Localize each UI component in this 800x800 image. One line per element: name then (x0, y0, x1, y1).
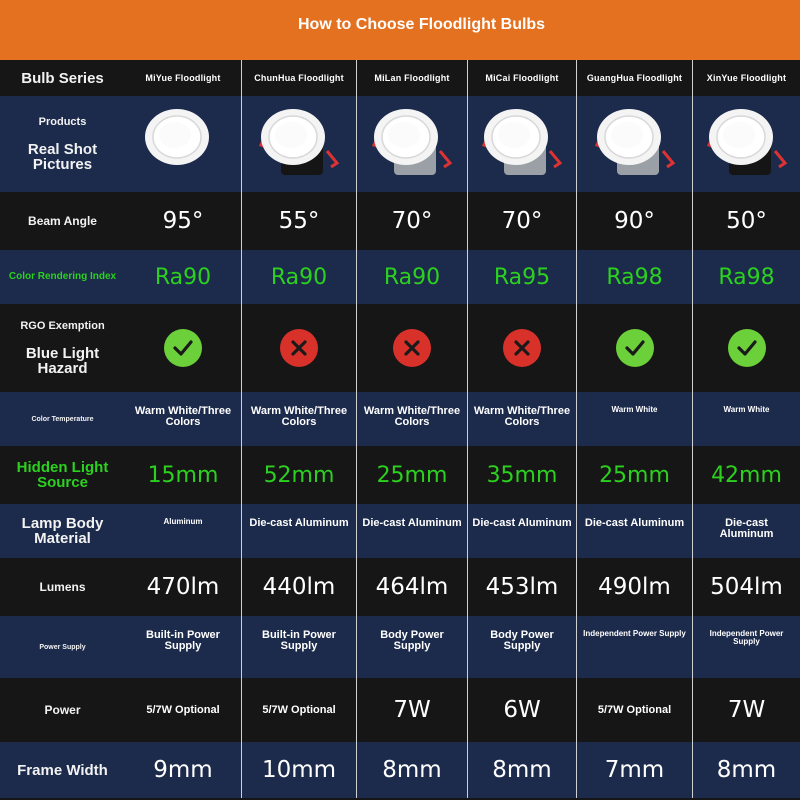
label-text: Power Supply (39, 643, 86, 651)
spring-clip (327, 151, 337, 167)
label-text: Beam Angle (28, 214, 97, 228)
value: 8mm (382, 757, 442, 783)
value-green: Ra95 (493, 264, 551, 290)
value: 95° (162, 208, 204, 234)
cell-col-2 (241, 96, 356, 192)
cell-col-4 (467, 504, 576, 558)
value-text: Built-in Power Supply (146, 629, 220, 652)
value-text: Independent Power Supply (583, 629, 686, 638)
cell-col-3 (356, 504, 467, 558)
cell-col-3 (356, 558, 467, 616)
spring-clip (550, 151, 560, 167)
value-text: Die-cast Aluminum (584, 517, 685, 529)
value-green: 42mm (711, 462, 782, 488)
cell-col-1 (125, 60, 241, 96)
value: 5/7W Optional (597, 703, 672, 716)
cell-col-2 (241, 60, 356, 96)
cell-col-6 (692, 504, 800, 558)
cross-icon (393, 329, 431, 367)
value-green: 15mm (147, 462, 219, 488)
cell-col-6 (692, 678, 800, 742)
brand-name: ChunHua Floodlight (254, 73, 344, 83)
value: 70° (501, 208, 543, 234)
cell-col-6 (692, 60, 800, 96)
row-body-material (0, 504, 800, 558)
cell-col-5 (576, 678, 692, 742)
cell-col-1 (125, 616, 241, 678)
cell-col-6 (692, 558, 800, 616)
value: 70° (391, 208, 433, 234)
value-green: Ra90 (154, 264, 212, 290)
cell-col-6 (692, 392, 800, 446)
cell-col-1 (125, 96, 241, 192)
cell-col-5 (576, 616, 692, 678)
row-label (0, 446, 125, 504)
value: 10mm (261, 757, 337, 783)
row-hidden-light (0, 446, 800, 504)
cell-col-2 (241, 678, 356, 742)
cell-col-6 (692, 192, 800, 250)
cell-col-3 (356, 60, 467, 96)
cell-col-4 (467, 616, 576, 678)
row-label (0, 392, 125, 446)
row-products (0, 96, 800, 192)
value-green: 25mm (599, 462, 670, 488)
cell-col-3 (356, 392, 467, 446)
cell-col-2 (241, 392, 356, 446)
row-label (0, 616, 125, 678)
row-header (0, 60, 800, 96)
cell-col-2 (241, 742, 356, 798)
label-text: Power (44, 703, 81, 717)
cell-col-4 (467, 678, 576, 742)
row-frame-width (0, 742, 800, 798)
cell-col-5 (576, 96, 692, 192)
cell-col-4 (467, 558, 576, 616)
cell-col-1 (125, 392, 241, 446)
row-cri (0, 250, 800, 304)
cross-icon (280, 329, 318, 367)
spring-clip (775, 151, 785, 167)
value: 470lm (146, 574, 220, 600)
label-text: Color Rendering Index (8, 271, 117, 282)
cell-col-1 (125, 558, 241, 616)
lamp-glow (498, 122, 530, 148)
cell-col-2 (241, 616, 356, 678)
cell-col-5 (576, 60, 692, 96)
cell-col-4 (467, 742, 576, 798)
row-label (0, 558, 125, 616)
brand-name: GuangHua Floodlight (586, 73, 683, 83)
cell-col-1 (125, 192, 241, 250)
cell-col-3 (356, 742, 467, 798)
check-icon (616, 329, 654, 367)
cell-col-5 (576, 192, 692, 250)
cell-col-1 (125, 304, 241, 392)
label-small: Products (38, 115, 87, 128)
row-label (0, 250, 125, 304)
cell-col-3 (356, 304, 467, 392)
cell-col-6 (692, 446, 800, 504)
value-green: Ra90 (270, 264, 328, 290)
brand-name: XinYue Floodlight (706, 73, 787, 83)
x-mark (288, 337, 310, 359)
row-label (0, 192, 125, 250)
row-power (0, 678, 800, 742)
product-photo-2 (253, 101, 345, 187)
cell-col-1 (125, 678, 241, 742)
cell-col-6 (692, 304, 800, 392)
cell-col-2 (241, 250, 356, 304)
comparison-table (0, 60, 800, 800)
row-label (0, 96, 125, 192)
value-text: Die-cast Aluminum (472, 517, 572, 529)
title-banner (0, 0, 800, 60)
cell-col-4 (467, 304, 576, 392)
value-text: Die-cast Aluminum (719, 517, 774, 540)
brand-name: MiLan Floodlight (374, 73, 450, 83)
cell-col-4 (467, 250, 576, 304)
value: 453lm (485, 574, 559, 600)
label-big: Blue Light Hazard (25, 344, 100, 377)
cell-col-4 (467, 60, 576, 96)
cell-col-5 (576, 446, 692, 504)
cell-col-2 (241, 504, 356, 558)
value-green: Ra98 (718, 264, 775, 290)
value: 6W (503, 697, 541, 723)
lamp-glow (611, 122, 643, 148)
value: 9mm (153, 757, 213, 783)
product-photo-5 (589, 101, 681, 187)
lamp-glow (723, 122, 755, 148)
value-green: Ra90 (383, 264, 441, 290)
cell-col-4 (467, 96, 576, 192)
cell-col-5 (576, 742, 692, 798)
value-text: Warm White/Three Colors (250, 405, 348, 428)
cell-col-4 (467, 192, 576, 250)
label-text: Lumens (39, 580, 86, 594)
lamp-glow (388, 122, 420, 148)
cell-col-3 (356, 616, 467, 678)
cell-col-1 (125, 742, 241, 798)
cross-icon (503, 329, 541, 367)
row-lumens (0, 558, 800, 616)
value: 8mm (716, 757, 777, 783)
value-green: Ra98 (606, 264, 663, 290)
label-text: Frame Width (17, 761, 108, 779)
row-label (0, 742, 125, 798)
label-big: Real Shot Pictures (27, 140, 98, 173)
label-text: Color Temperature (31, 415, 94, 423)
product-photo-1 (137, 101, 229, 187)
cell-col-6 (692, 250, 800, 304)
value-text: Warm White/Three Colors (473, 405, 571, 428)
value: 7W (727, 697, 766, 723)
value: 7W (393, 697, 431, 723)
cell-col-6 (692, 96, 800, 192)
value-text: Body Power Supply (380, 629, 444, 652)
check-mark (172, 337, 194, 359)
check-mark (736, 337, 758, 359)
value: 5/7W Optional (262, 703, 336, 716)
cell-col-3 (356, 250, 467, 304)
value-green: 25mm (376, 462, 448, 488)
cell-col-5 (576, 392, 692, 446)
cell-col-3 (356, 446, 467, 504)
value-green: 52mm (263, 462, 335, 488)
product-photo-3 (366, 101, 458, 187)
value-text: Die-cast Aluminum (362, 517, 462, 529)
value: 55° (278, 208, 320, 234)
value-text: Warm White/Three Colors (363, 405, 461, 428)
value: 50° (726, 208, 767, 234)
label-text: Lamp Body Material (21, 515, 104, 547)
cell-col-5 (576, 504, 692, 558)
value-text: Body Power Supply (490, 629, 554, 652)
x-mark (511, 337, 533, 359)
value: 490lm (598, 574, 671, 600)
cell-col-3 (356, 192, 467, 250)
cell-col-2 (241, 192, 356, 250)
cell-col-2 (241, 304, 356, 392)
check-icon (164, 329, 202, 367)
cell-col-6 (692, 742, 800, 798)
value-text: Built-in Power Supply (262, 629, 336, 652)
value: 7mm (604, 757, 665, 783)
value-text: Warm White (723, 405, 770, 414)
brand-name: MiCai Floodlight (485, 73, 559, 83)
row-rgo (0, 304, 800, 392)
page-title: How to Choose Floodlight Bulbs (298, 16, 546, 33)
row-beam-angle (0, 192, 800, 250)
value: 504lm (710, 574, 783, 600)
cell-col-4 (467, 446, 576, 504)
lamp-glow (159, 122, 191, 148)
value-text: Aluminum (163, 517, 203, 526)
cell-col-1 (125, 504, 241, 558)
spring-clip (663, 151, 673, 167)
cell-col-5 (576, 558, 692, 616)
cell-col-4 (467, 392, 576, 446)
cell-col-1 (125, 250, 241, 304)
value: 440lm (262, 574, 336, 600)
row-label (0, 678, 125, 742)
row-color-temp (0, 392, 800, 446)
row-label (0, 504, 125, 558)
value: 5/7W Optional (146, 703, 220, 716)
value: 8mm (492, 757, 552, 783)
label-small: RGO Exemption (20, 319, 105, 332)
label-text: Hidden Light Source (16, 459, 109, 491)
cell-col-6 (692, 616, 800, 678)
value: 464lm (375, 574, 449, 600)
cell-col-1 (125, 446, 241, 504)
check-mark (624, 337, 646, 359)
check-icon (728, 329, 766, 367)
value-green: 35mm (486, 462, 558, 488)
cell-col-3 (356, 678, 467, 742)
value-text: Independent Power Supply (709, 629, 784, 646)
x-mark (401, 337, 423, 359)
value-text: Warm White/Three Colors (134, 405, 232, 428)
cell-col-5 (576, 250, 692, 304)
cell-col-3 (356, 96, 467, 192)
row-label (0, 60, 125, 96)
spring-clip (440, 151, 450, 167)
cell-col-2 (241, 446, 356, 504)
row-label (0, 304, 125, 392)
cell-col-2 (241, 558, 356, 616)
value-text: Warm White (611, 405, 658, 414)
row-power-supply (0, 616, 800, 678)
product-photo-6 (701, 101, 793, 187)
value: 90° (614, 208, 655, 234)
header-label: Bulb Series (21, 69, 104, 87)
product-photo-4 (476, 101, 568, 187)
value-text: Die-cast Aluminum (249, 517, 349, 529)
cell-col-5 (576, 304, 692, 392)
brand-name: MiYue Floodlight (145, 73, 221, 83)
lamp-glow (275, 122, 307, 148)
